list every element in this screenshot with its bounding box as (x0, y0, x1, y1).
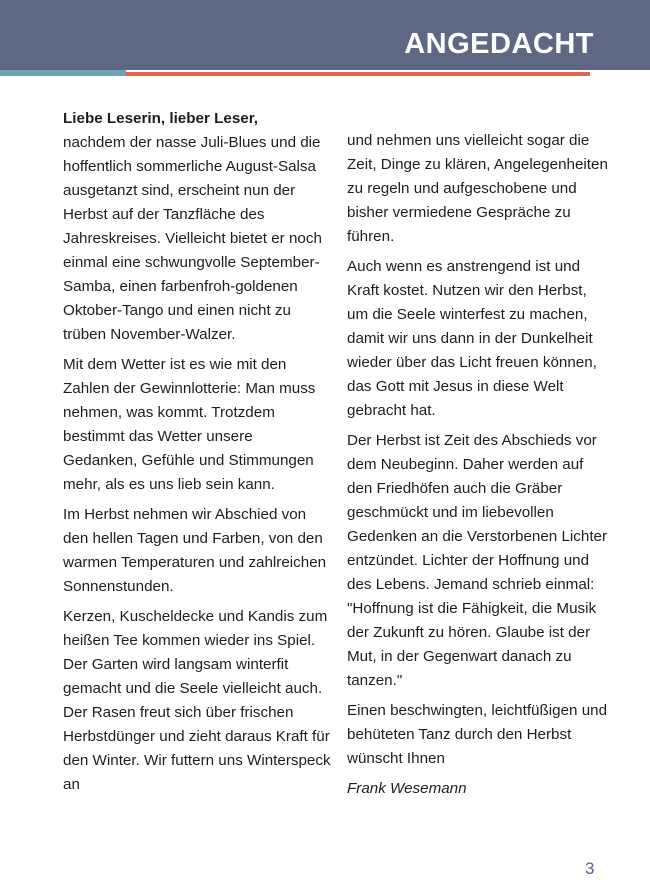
author-signature: Frank Wesemann (347, 780, 467, 797)
accent-bar-teal (0, 70, 126, 76)
accent-bar-orange (126, 72, 590, 76)
paragraph: Der Herbst ist Zeit des Abschieds vor dem Neubeginn. Daher werden auf den Friedhöfen auch die Gräber geschmückt und im liebevollen Gedenken an die Verstorbenen Lichter entzündet. Lichter der Hoffnung und des Lebens. Jemand schrieb einmal: "Hoffnung ist die Fähigkeit, die Musik der Zukunft zu hören. Glaube ist der Mut, in der Gegenwart danach zu tanzen." (347, 432, 608, 689)
paragraph: Kerzen, Kuscheldecke und Kandis zum heißen Tee kommen wieder ins Spiel. Der Garten wird langsam winterfit gemacht und die Seele vielleicht auch. Der Rasen freut sich über frischen Herbstdünger und zieht daraus Kraft für den Winter. Wir futtern uns Winterspeck an (63, 608, 331, 793)
paragraph: Einen beschwingten, leichtfüßigen und behüteten Tanz durch den Herbst wünscht Ihnen (347, 702, 608, 767)
article-column-left (63, 107, 331, 803)
paragraph: Auch wenn es anstrengend ist und Kraft kostet. Nutzen wir den Herbst, um die Seele winterfest zu machen, damit wir uns dann in der Dunkelheit wieder über das Licht freuen können, das Gott mit Jesus in diese Welt gebracht hat. (347, 258, 597, 419)
section-title: ANGEDACHT (404, 28, 594, 60)
header-band (0, 0, 650, 70)
paragraph: Im Herbst nehmen wir Abschied von den hellen Tagen und Farben, von den warmen Temperaturen und zahlreichen Sonnenstunden. (63, 506, 327, 595)
article-column-right (347, 129, 609, 807)
paragraph: Mit dem Wetter ist es wie mit den Zahlen der Gewinnlotterie: Man muss nehmen, was kommt. Trotzdem bestimmt das Wetter unsere Gedanken, Gefühle und Stimmungen mehr, als es uns lieb sein kann. (63, 356, 316, 493)
page-number: 3 (585, 859, 595, 878)
paragraph: und nehmen uns vielleicht sogar die Zeit, Dinge zu klären, Angelegenheiten zu regeln und aufgeschobene und bisher vermiedene Gespräche zu führen. (347, 132, 608, 245)
paragraph: nachdem der nasse Juli-Blues und die hoffentlich sommerliche August-Salsa ausgetanzt sind, erscheint nun der Herbst auf der Tanzfläche des Jahreskreises. Vielleicht bietet er noch einmal eine schwungvolle September-Samba, einen farbenfroh-goldenen Oktober-Tango und einen nicht zu trüben November-Walzer. (63, 134, 322, 343)
greeting: Liebe Leserin, lieber Leser, (63, 110, 258, 127)
